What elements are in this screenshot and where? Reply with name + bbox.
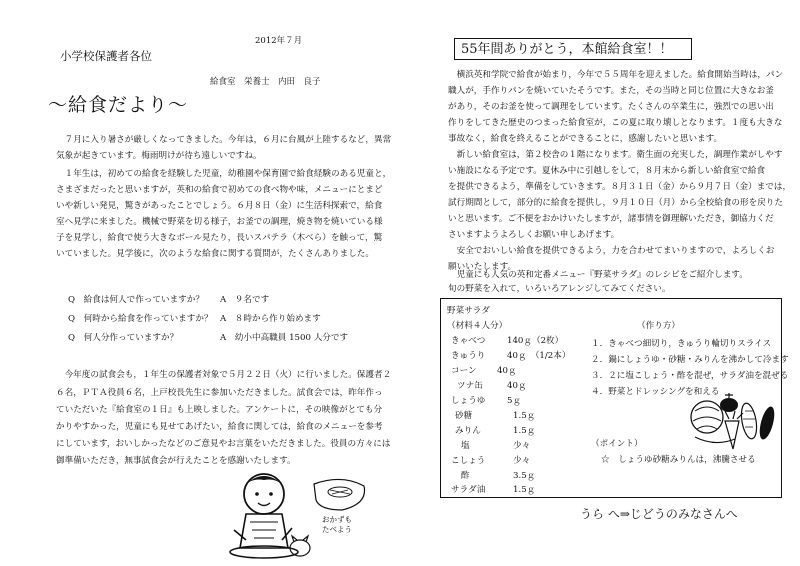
- text-line: かりやすかった，児童にも見せてあげたい，給食に関しては，給食のメニューを参考: [56, 422, 383, 432]
- ingredient-qty: 1.5ｇ: [513, 485, 536, 495]
- question: Q 何時から給食を作っていますか？: [68, 314, 213, 324]
- text-line: があり，そのお釜を使って調理をしています。たくさんの卒業生に，強烈での思い出: [448, 102, 774, 112]
- text-line: 横浜英和学院で給食が始まり，今年で５５周年を迎えました。給食開始当時は，パン: [448, 70, 784, 80]
- ingredient-qty: 5ｇ: [507, 396, 522, 406]
- text-line: 事故なく，給食を終えることができることに，感謝したいと思います。: [448, 134, 723, 144]
- text-line: を提供できるよう，準備をしていきます。８月３１日（金）から９月７日（金）までは，: [448, 182, 792, 192]
- recipe-step: ３．２に塩こしょう・酢を混ぜ，サラダ油を混ぜる: [591, 371, 789, 381]
- ingredient-name: 酢: [461, 471, 470, 481]
- text-line: ていただいた『給食室の１日』も上映しました。アンケートに，その映像がとても分: [56, 405, 383, 415]
- ingredient-qty: 40ｇ （1/2本）: [507, 351, 571, 361]
- illustration-caption: おかずも: [322, 515, 352, 524]
- footer-next-page: うら へ⇒じどうのみなさんへ: [580, 507, 738, 521]
- ingredient-name: みりん: [455, 426, 481, 436]
- ingredient-name: きゅうり: [451, 351, 486, 361]
- newsletter-date: 2012年７月: [255, 36, 303, 46]
- section-title-box: [454, 38, 692, 60]
- ingredient-name: 塩: [461, 441, 470, 451]
- text-line: い施設になる予定です。夏休み中に引越しをして，８月末から新しい給食室で給食: [448, 166, 766, 176]
- ingredient-qty: 40ｇ: [507, 381, 527, 391]
- text-line: 願いいたします。: [448, 262, 517, 272]
- text-line: １年生は，初めての給食を経験した児童，幼稚園や保育園で給食経験のある児童と，: [56, 169, 392, 179]
- ingredient-name: しょうゆ: [451, 396, 486, 406]
- answer: A ８時から作り始めます: [220, 314, 321, 324]
- text-line: にしています，おいしかったなどのご意見やお言葉をいただきました。役員の方々には: [56, 439, 391, 449]
- text-line: 今年度の試食会も，１年生の保護者対象で５月２２日（火）に行いました。保護者２: [56, 370, 392, 380]
- recipe-step: １．きゃべつ細切り，きゅうり輪切りスライス: [591, 339, 772, 349]
- text-line: いと思います。ご不便をおかけいたしますが，諸事情を御理解いただき，御協力くだ: [448, 214, 774, 224]
- ingredient-name: サラダ油: [451, 485, 486, 495]
- text-line: 子を見学し，給食で使う大きなボール見たり，長いスパテラ（木べら）を触って，驚: [56, 233, 383, 243]
- recipe-step: ２．鍋にしょうゆ・砂糖・みりんを沸かして冷ます: [591, 355, 789, 365]
- text-line: 室へ見学に来ました。機械で野菜を切る様子，お釜での調理，焼き物を焼いている様: [56, 217, 383, 227]
- author-line: 給食室 栄養士 内田 良子: [210, 77, 321, 87]
- text-line: 気象が起きています。梅雨明けが待ち遠しいですね。: [56, 151, 262, 161]
- ingredients-header: （材料４人分）: [447, 321, 508, 331]
- steps-header: （作り方）: [637, 321, 680, 331]
- ingredient-name: コーン: [451, 366, 477, 376]
- right-page: [400, 0, 800, 566]
- point-header: （ポイント）: [591, 439, 643, 449]
- text-line: 試行期間として，部分的に給食を提供し，９月１０日（月）から全校給食の形を戻りた: [448, 198, 783, 208]
- text-line: ７月に入り暑さが厳しくなってきました。今年は，６月に台風が上陸するなど，異常: [56, 135, 392, 145]
- answer: A ９名です: [220, 295, 270, 305]
- text-line: 新しい給食室は，第２校舎の１階になります。衛生面の充実した，調理作業がしやす: [448, 150, 783, 160]
- text-line: ６名，ＰＴＡ役員６名，上戸校長先生に参加いただきました。試食会では，昨年作っ: [56, 388, 383, 398]
- text-line: 作りをしてきた歴史のつまった給食室が，この夏に取り壊しとなります。１度も大きな: [448, 118, 783, 128]
- text-line: さまざまだったと思いますが，英和の給食で初めての食べ物や味，メニューにとまど: [56, 185, 383, 195]
- ingredient-qty: 40ｇ: [497, 366, 517, 376]
- illustration-caption: たべよう: [322, 525, 352, 534]
- ingredient-qty: 少々: [513, 441, 531, 451]
- ingredient-qty: 3.5ｇ: [513, 471, 536, 481]
- ingredient-qty: 少々: [513, 456, 531, 466]
- ingredient-name: こしょう: [451, 456, 486, 466]
- text-line: 旬の野菜を入れて，いろいろアレンジしてみてください。: [448, 284, 671, 294]
- text-line: いや新しい発見，驚きがあったことでしょう。６月８日（金）に生活科探索で，給食: [56, 201, 383, 211]
- newsletter-title: ～給食だより～: [48, 94, 189, 116]
- text-line: さいますようよろしくお願い申しあげます。: [448, 230, 620, 240]
- ingredient-qty: 140ｇ（2枚）: [507, 336, 564, 346]
- recipe-step: ４．野菜とドレッシングを和える: [591, 387, 720, 397]
- recipe-name: 野菜サラダ: [447, 306, 490, 316]
- ingredient-qty: 1.5ｇ: [513, 426, 536, 436]
- addressee: 小学校保護者各位: [60, 49, 152, 63]
- child-eating-illustration: [222, 470, 372, 562]
- ingredient-qty: 1.5ｇ: [513, 411, 536, 421]
- point-text: ☆ しょうゆ砂糖みりんは，沸騰させる: [601, 455, 756, 465]
- ingredient-name: ツナ缶: [457, 381, 483, 391]
- ingredient-name: きゃべつ: [451, 336, 486, 346]
- answer: A 幼小中高職員 1500 人分です: [220, 333, 349, 343]
- question: Q 給食は何人で作っていますか？: [68, 295, 204, 305]
- question: Q 何人分作っていますか？: [68, 333, 179, 343]
- text-line: 安全でおいしい給食を提供できるよう，力を合わせてまいりますので，よろしくお: [448, 246, 775, 256]
- vegetables-illustration: [685, 391, 777, 453]
- text-line: 職人が，手作りパンを焼いていたそうです。また，その当時と同じ位置に大きなお釜: [448, 86, 774, 96]
- ingredient-name: 砂糖: [455, 411, 473, 421]
- text-line: 御準備いただき，無事試食会が行えたことを感謝いたします。: [56, 456, 296, 466]
- recipe-box: [440, 298, 789, 498]
- section-title: 55年間ありがとう，本館給食室！！: [461, 42, 673, 57]
- text-line: いていました。見学後に，次のような給食に関する質問が，たくさんありました。: [56, 249, 374, 259]
- text-line: 児童にも人気の英和定番メニュー『野菜サラダ』のレシピをご紹介します。: [448, 270, 748, 280]
